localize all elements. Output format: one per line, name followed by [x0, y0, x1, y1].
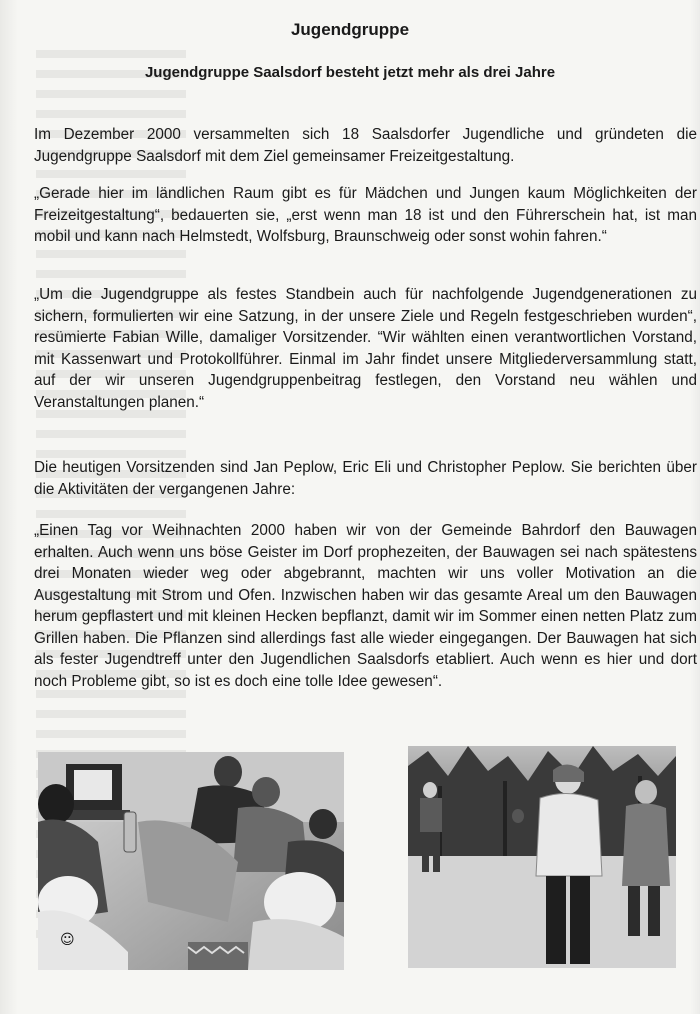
svg-text:☺: ☺ [60, 932, 75, 948]
page-title: Jugendgruppe [290, 20, 410, 39]
paragraph-rural-quote: „Gerade hier im ländlichen Raum gibt es für Mädchen und Jungen kaum Möglichkeiten der Freizeitgestaltung“, bedauerten sie, „erst wenn man 18 ist und den Führerschein hat, ist man mobil und kann nach Helmstedt, Wolfsburg, Braunschweig oder sonst wohin fahren.“ [34, 185, 697, 245]
photo-indoors-image [38, 752, 344, 970]
paragraph-founding: Im Dezember 2000 versammelten sich 18 Saalsdorfer Jugendliche und gründeten die Jugendgruppe Saalsdorf mit dem Ziel gemeinsamer Freizeitgestaltung. [34, 126, 697, 165]
photo-youth-group-indoors [38, 752, 344, 970]
paragraph-statute: „Um die Jugendgruppe als festes Standbein auch für nachfolgende Jugendgenerationen zu sichern, formulierten wir eine Satzung, in der unsere Ziele und Regeln festgeschrieben wurden“, resümierte Fabian Wille, damaliger Vorsitzender. “Wir wählten einen verantwortlichen Vorstand, mit Kassenwart und Protokollführer. Einmal im Jahr findet unsere Mitgliederversammlung statt, auf der wir unseren Jugendgruppenbeitrag festlegen, den Vorstand neu wählen und Veranstaltungen planen.“ [34, 286, 697, 411]
article-headline: Jugendgruppe Saalsdorf besteht jetzt mehr als drei Jahre [144, 64, 556, 81]
photo-youth-outdoors [408, 746, 676, 968]
paragraph-chairpersons: Die heutigen Vorsitzenden sind Jan Peplow, Eric Eli und Christopher Peplow. Sie berichten über die Aktivitäten der vergangenen Jahre: [34, 459, 697, 498]
photo-outdoors-image [408, 746, 676, 968]
paragraph-bauwagen: „Einen Tag vor Weihnachten 2000 haben wir von der Gemeinde Bahrdorf den Bauwagen erhalten. Auch wenn uns böse Geister im Dorf prophezeiten, der Bauwagen sei nach spätestens drei Monaten wieder weg oder abgebrannt, machten wir uns voller Motivation an die Ausgestaltung mit Strom und Ofen. Inzwischen haben wir das gesamte Areal um den Bauwagen herum gepflastert und mit kleinen Hecken bepflanzt, damit wir im Sommer einen netten Platz zum Grillen haben. Die Pflanzen sind allerdings fast alle wieder eingegangen. Der Bauwagen hat sich als fester Jugendtreff unter den Jugendlichen Saalsdorfs etabliert. Auch wenn es hier und dort noch Probleme gibt, so ist es doch eine tolle Idee gewesen“. [34, 522, 697, 690]
